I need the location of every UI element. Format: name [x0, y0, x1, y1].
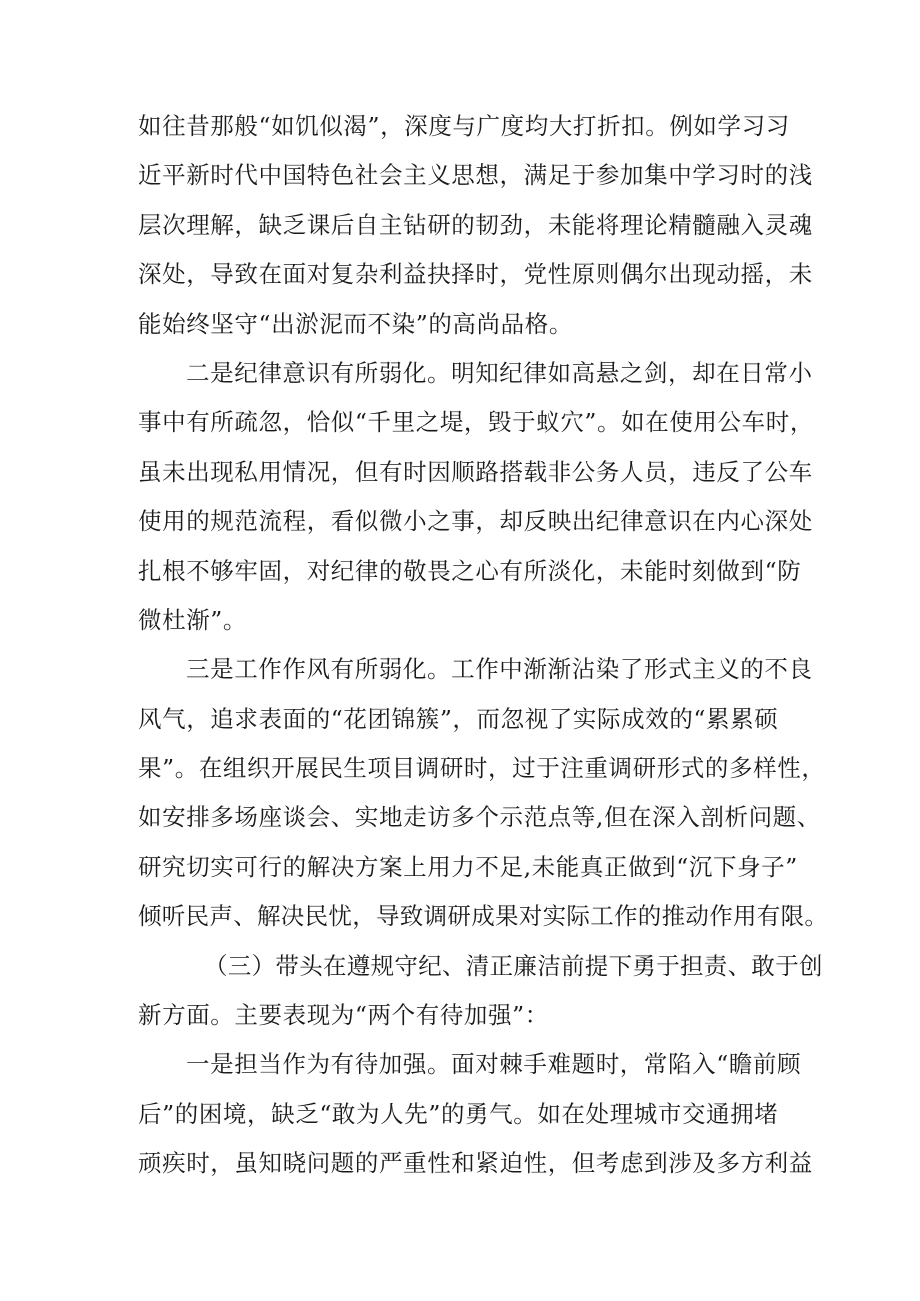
- text-line: 如安排多场座谈会、实地走访多个示范点等,但在深入剖析问题、: [138, 803, 821, 832]
- text-line: 近平新时代中国特色社会主义思想，满足于参加集中学习时的浅: [138, 161, 813, 190]
- document-body: [138, 102, 828, 1189]
- section-heading-line: 新方面。主要表现为“两个有待加强”：: [138, 1001, 549, 1030]
- text-line: 如往昔那般“如饥似渴”，深度与广度均大打折扣。例如学习习: [138, 112, 790, 140]
- text-line: 虽未出现私用情况，但有时因顺路搭载非公务人员，违反了公车: [138, 457, 813, 486]
- text-line: 果”。在组织开展民生项目调研时，过于注重调研形式的多样性，: [138, 754, 826, 783]
- text-line: 深处，导致在面对复杂利益抉择时，党性原则偶尔出现动摇，未: [138, 260, 813, 289]
- text-line: 后”的困境，缺乏“敢为人先”的勇气。如在处理城市交通拥堵: [138, 1099, 779, 1128]
- paragraph-start-line: 二是纪律意识有所弱化。明知纪律如高悬之剑，却在日常小: [186, 358, 813, 387]
- text-line: 顽疾时，虽知晓问题的严重性和紧迫性，但考虑到涉及多方利益: [138, 1149, 813, 1178]
- text-line: 风气，追求表面的“花团锦簇”，而忽视了实际成效的“累累硕: [138, 704, 779, 733]
- text-line: 扎根不够牢固，对纪律的敬畏之心有所淡化，未能时刻做到“防: [138, 556, 802, 585]
- text-line: 使用的规范流程，看似微小之事，却反映出纪律意识在内心深处: [138, 507, 813, 536]
- section-heading-line: （三）带头在遵规守纪、清正廉洁前提下勇于担责、敢于创: [204, 951, 823, 980]
- text-line: 微杜渐”。: [138, 605, 248, 634]
- text-line: 层次理解，缺乏课后自主钻研的韧劲，未能将理论精髓融入灵魂: [138, 210, 813, 239]
- text-line: 能始终坚守“出淤泥而不染”的高尚品格。: [138, 309, 573, 338]
- text-line: 倾听民声、解决民忧，导致调研成果对实际工作的推动作用有限。: [138, 902, 829, 931]
- text-line: 研究切实可行的解决方案上用力不足,未能真正做到“沉下身子”: [138, 852, 798, 881]
- paragraph-start-line: 三是工作作风有所弱化。工作中渐渐沾染了形式主义的不良: [186, 655, 813, 684]
- text-line: 事中有所疏忽，恰似“千里之堤，毁于蚁穴”。如在使用公车时，: [138, 408, 814, 437]
- paragraph-start-line: 一是担当作为有待加强。面对棘手难题时，常陷入“瞻前顾: [186, 1050, 802, 1079]
